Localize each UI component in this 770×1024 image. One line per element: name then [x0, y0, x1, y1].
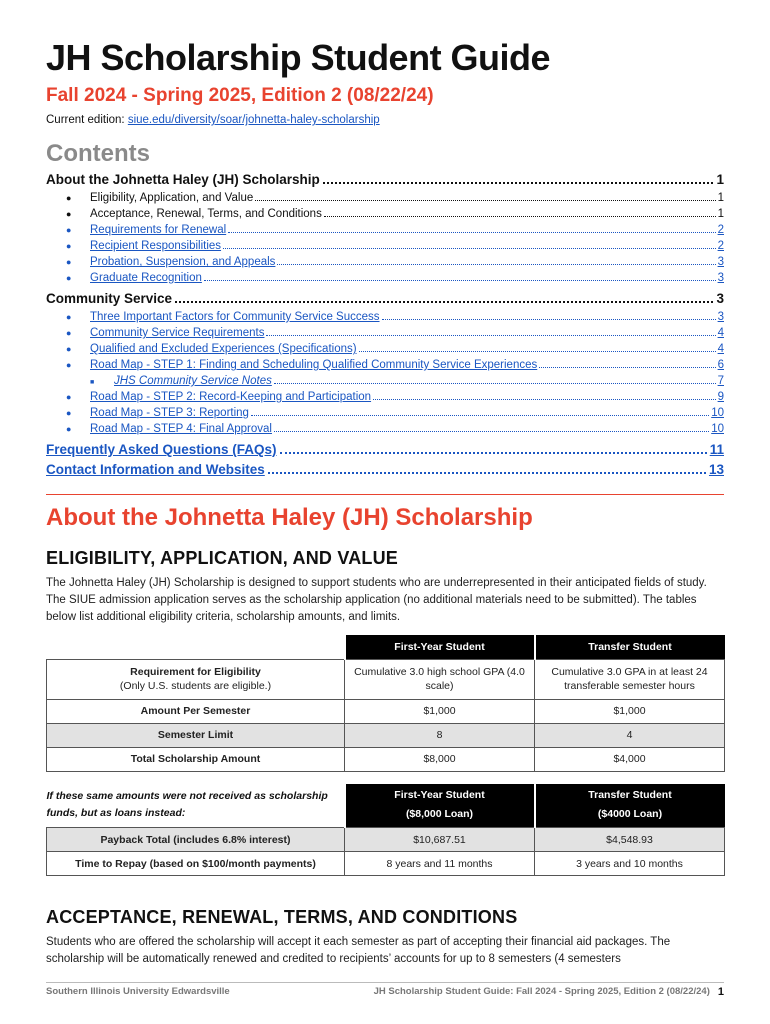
col-first-year: First-Year Student: [345, 635, 535, 659]
repay-label: Time to Repay (based on $100/month payments): [47, 852, 345, 876]
col-first-year-loan-amount: ($8,000 Loan): [405, 808, 474, 821]
bullet-icon: ●: [66, 273, 72, 283]
toc-dot-leader: [274, 383, 716, 384]
toc-dot-leader: [228, 232, 715, 233]
toc-item-text: Three Important Factors for Community Service Success: [90, 311, 380, 323]
bullet-icon: ●: [66, 408, 72, 418]
col-transfer: Transfer Student: [535, 635, 725, 659]
toc-dot-leader: [359, 351, 716, 352]
table-header-blank: [47, 635, 345, 659]
total-transfer: $4,000: [535, 747, 725, 771]
requirement-transfer: Cumulative 3.0 GPA in at least 24 transferable semester hours: [535, 659, 725, 699]
col-transfer-loan-amount: ($4000 Loan): [597, 808, 663, 821]
toc-item[interactable]: [46, 341, 724, 357]
toc-dot-leader: [280, 452, 707, 454]
toc-item-page: 10: [711, 407, 724, 419]
table-header-row: [47, 784, 725, 828]
bullet-icon: ●: [66, 360, 72, 370]
bullet-icon: ●: [66, 193, 72, 203]
toc-item-text: Probation, Suspension, and Appeals: [90, 256, 276, 268]
acceptance-paragraph: Students who are offered the scholarship will accept it each semester as part of accepting their financial aid packages. The scholarship will be automatically renewed and credited to recipients’ accounts for up to 8 semesters (4 semesters: [46, 936, 671, 965]
col-first-year-loan-title: First-Year Student: [394, 789, 485, 802]
toc-dot-leader: [274, 431, 709, 432]
eligibility-table: [46, 635, 725, 772]
current-edition-label: Current edition:: [46, 114, 128, 126]
toc-item-text: Recipient Responsibilities: [90, 240, 222, 252]
toc-item-page: 3: [717, 272, 724, 284]
footer-university: Southern Illinois University Edwardsville: [46, 986, 230, 997]
repay-transfer: 3 years and 10 months: [535, 852, 725, 876]
toc-item-page: 10: [711, 423, 724, 435]
toc-item-text: Road Map - STEP 2: Record-Keeping and Participation: [90, 391, 372, 403]
amount-transfer: $1,000: [535, 699, 725, 723]
bullet-icon: ●: [66, 344, 72, 354]
toc-contact-text: Contact Information and Websites: [46, 462, 265, 477]
toc-item[interactable]: [46, 254, 724, 270]
toc-dot-leader: [266, 335, 715, 336]
toc-item-text: Road Map - STEP 1: Finding and Scheduling Qualified Community Service Experiences: [90, 359, 538, 371]
footer-right: [374, 986, 724, 998]
toc-dot-leader: [223, 248, 716, 249]
document-page: [46, 36, 724, 968]
table-row: [47, 723, 725, 747]
col-transfer-loan-title: Transfer Student: [588, 789, 672, 802]
toc-item-page: 7: [717, 375, 724, 387]
toc-item-page: 6: [717, 359, 724, 371]
toc-contact-page: 13: [708, 462, 724, 477]
toc-faq-text: Frequently Asked Questions (FAQs): [46, 442, 277, 457]
payback-first-year: $10,687.51: [345, 828, 535, 852]
toc-about-text: About the Johnetta Haley (JH) Scholarship: [46, 172, 320, 187]
toc-item-text: Requirements for Renewal: [90, 224, 227, 236]
bullet-icon: ●: [66, 209, 72, 219]
table-row: [47, 747, 725, 771]
toc-item-page: 2: [717, 224, 724, 236]
toc-dot-leader: [382, 319, 716, 320]
toc-item-text: Road Map - STEP 4: Final Approval: [90, 423, 272, 435]
toc-about[interactable]: [46, 170, 724, 190]
toc-item-page: 3: [717, 311, 724, 323]
total-first-year: $8,000: [345, 747, 535, 771]
limit-label: Semester Limit: [47, 723, 345, 747]
toc-community-page: 3: [716, 291, 724, 306]
toc-community[interactable]: [46, 289, 724, 309]
bullet-icon: ●: [66, 424, 72, 434]
toc-about-page: 1: [716, 172, 724, 187]
toc-dot-leader: [324, 216, 716, 217]
loan-comparison-table: [46, 784, 725, 877]
toc-contact[interactable]: [46, 460, 724, 480]
toc-item-page: 9: [717, 391, 724, 403]
bullet-icon: ●: [66, 328, 72, 338]
toc-dot-leader: [255, 200, 715, 201]
toc-item[interactable]: [46, 238, 724, 254]
requirement-sublabel: (Only U.S. students are eligible.): [119, 680, 272, 692]
col-transfer-loan: [535, 784, 725, 828]
toc-item-text: JHS Community Service Notes: [114, 375, 272, 387]
table-row: [47, 852, 725, 876]
toc-faq[interactable]: [46, 440, 724, 460]
amount-first-year: $1,000: [345, 699, 535, 723]
toc-item[interactable]: [46, 325, 724, 341]
toc-item[interactable]: [46, 222, 724, 238]
table-of-contents: [46, 170, 724, 480]
payback-label: Payback Total (includes 6.8% interest): [47, 828, 345, 852]
toc-item-text: Qualified and Excluded Experiences (Specifications): [90, 343, 357, 355]
toc-dot-leader: [204, 280, 716, 281]
bullet-icon: ●: [66, 312, 72, 322]
payback-transfer: $4,548.93: [535, 828, 725, 852]
bullet-icon: ●: [66, 392, 72, 402]
eligibility-paragraph: The Johnetta Haley (JH) Scholarship is designed to support students who are underrepresented in their anticipated fields of study. The SIUE admission application serves as the scholarship application (no additional materials need to be submitted). The tables below list additional eligibility criteria, scholarship amounts, and limits.: [46, 577, 707, 623]
toc-dot-leader: [251, 415, 709, 416]
toc-item[interactable]: [46, 373, 724, 389]
current-edition-link[interactable]: siue.edu/diversity/soar/johnetta-haley-scholarship: [127, 114, 380, 126]
toc-item-text: Acceptance, Renewal, Terms, and Conditions: [90, 208, 322, 220]
current-edition-line: [46, 114, 724, 126]
toc-dot-leader: [539, 367, 715, 368]
toc-item-text: Graduate Recognition: [90, 272, 202, 284]
toc-dot-leader: [373, 399, 716, 400]
loan-intro-text: If these same amounts were not received as scholarship funds, but as loans instead:: [47, 784, 345, 828]
toc-item[interactable]: [46, 421, 724, 437]
toc-dot-leader: [175, 301, 713, 303]
section-divider: [46, 494, 724, 495]
toc-item[interactable]: [46, 405, 724, 421]
toc-item[interactable]: [46, 270, 724, 286]
bullet-icon: ●: [66, 257, 72, 267]
toc-faq-page: 11: [709, 442, 724, 457]
limit-transfer: 4: [535, 723, 725, 747]
repay-first-year: 8 years and 11 months: [345, 852, 535, 876]
requirement-label: [47, 659, 345, 699]
limit-first-year: 8: [345, 723, 535, 747]
toc-item[interactable]: [46, 190, 724, 206]
total-label: Total Scholarship Amount: [47, 747, 345, 771]
table-row: [47, 699, 725, 723]
requirement-first-year: Cumulative 3.0 high school GPA (4.0 scale): [345, 659, 535, 699]
footer-page-number: 1: [717, 986, 724, 998]
toc-item-page: 4: [717, 343, 724, 355]
toc-item[interactable]: [46, 357, 724, 373]
toc-dot-leader: [323, 182, 714, 184]
toc-item[interactable]: [46, 389, 724, 405]
toc-item-text: Community Service Requirements: [90, 327, 265, 339]
toc-item-text: Eligibility, Application, and Value: [90, 192, 254, 204]
toc-dot-leader: [268, 472, 706, 474]
acceptance-heading: ACCEPTANCE, RENEWAL, TERMS, AND CONDITIONS: [46, 907, 518, 927]
toc-community-text: Community Service: [46, 291, 173, 306]
bullet-icon: ●: [66, 241, 72, 251]
page-footer: [46, 982, 724, 998]
toc-item-page: 3: [717, 256, 724, 268]
table-row: [47, 828, 725, 852]
requirement-label-text: Requirement for Eligibility: [130, 666, 261, 678]
toc-item[interactable]: [46, 206, 724, 222]
toc-item-page: 1: [717, 208, 724, 220]
bullet-icon: ●: [66, 225, 72, 235]
amount-label: Amount Per Semester: [47, 699, 345, 723]
toc-dot-leader: [277, 264, 715, 265]
toc-item-page: 2: [717, 240, 724, 252]
toc-item-page: 1: [717, 192, 724, 204]
footer-guide-title: JH Scholarship Student Guide: Fall 2024 - Spring 2025, Edition 2 (08/22/24): [373, 986, 710, 997]
edition-subtitle: Fall 2024 - Spring 2025, Edition 2 (08/22/24): [46, 85, 434, 106]
document-title: JH Scholarship Student Guide: [46, 37, 551, 78]
toc-item-text: Road Map - STEP 3: Reporting: [90, 407, 249, 419]
section-title: About the Johnetta Haley (JH) Scholarship: [46, 504, 533, 531]
eligibility-heading: ELIGIBILITY, APPLICATION, AND VALUE: [46, 548, 399, 568]
square-bullet-icon: ■: [90, 379, 95, 386]
table-row: [47, 659, 725, 699]
toc-item[interactable]: [46, 309, 724, 325]
contents-heading: Contents: [46, 140, 150, 167]
col-first-year-loan: [345, 784, 535, 828]
table-header-row: [47, 635, 725, 659]
toc-item-page: 4: [717, 327, 724, 339]
